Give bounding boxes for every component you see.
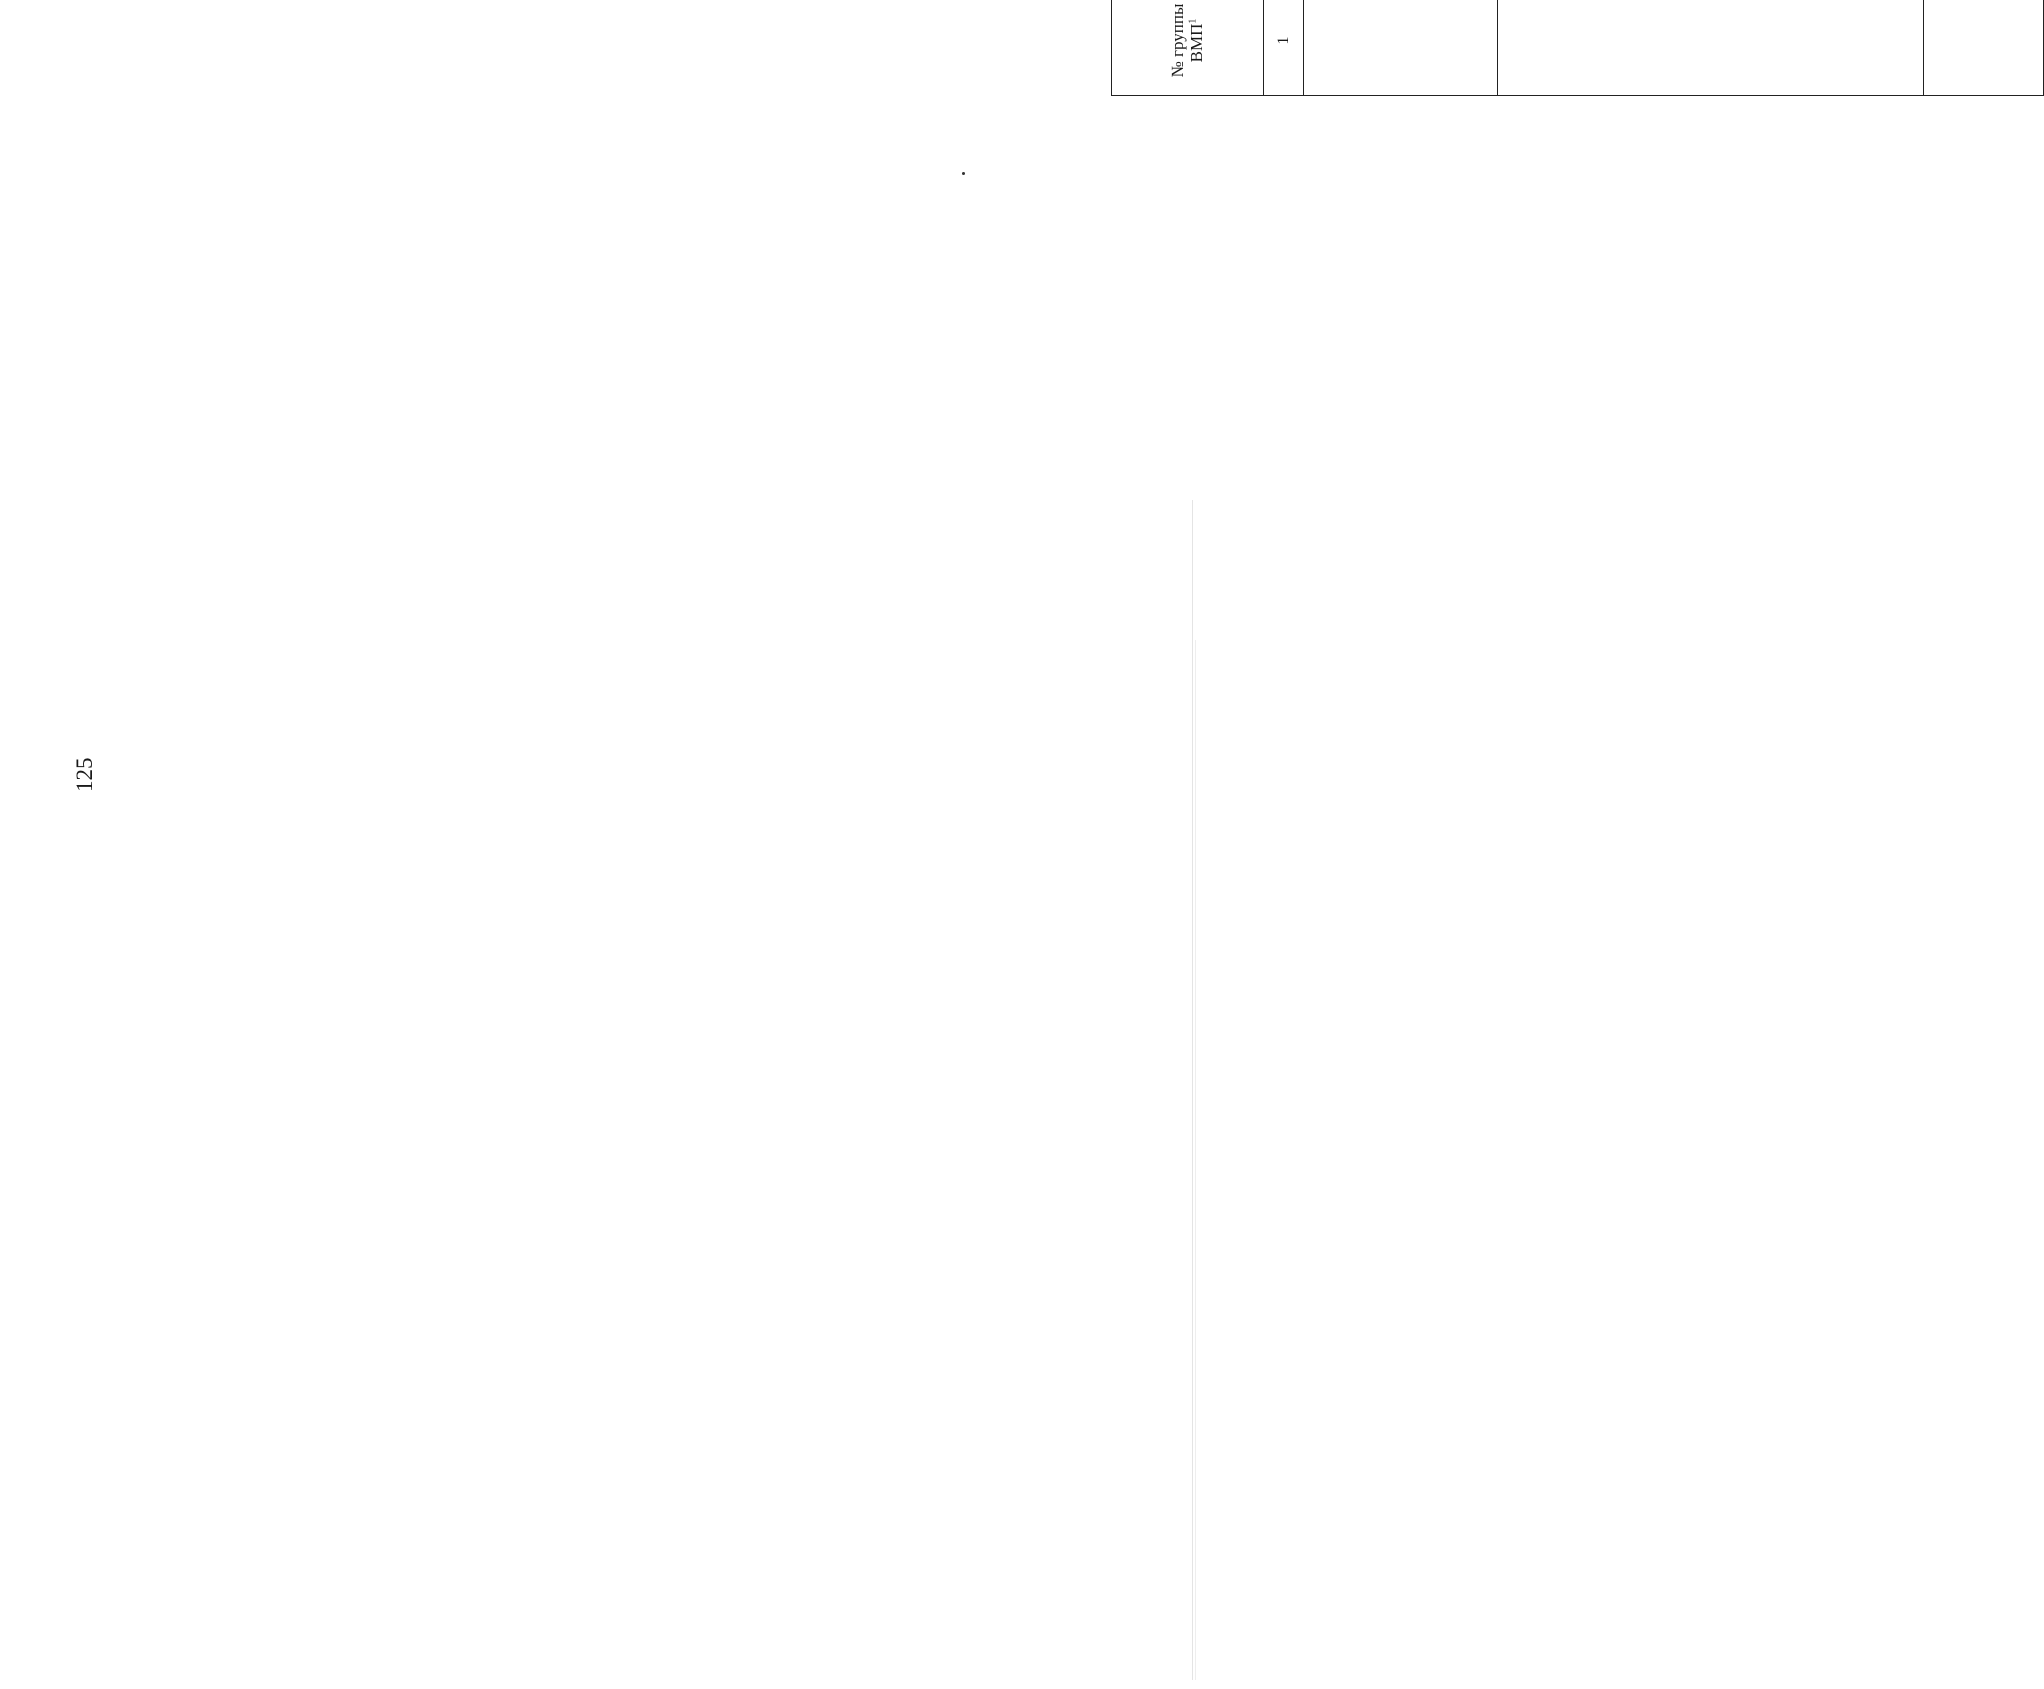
column-number-1: 1 bbox=[1264, 0, 1304, 96]
cell-group bbox=[1304, 0, 1498, 96]
table-row bbox=[1498, 0, 1924, 96]
header-group-number: № группы ВМП$^1$ bbox=[1112, 0, 1264, 96]
table-row bbox=[1924, 0, 2044, 96]
scan-edge-line-secondary bbox=[1195, 640, 1196, 1680]
rotated-table-wrapper bbox=[1111, 0, 2043, 96]
header-row bbox=[1112, 0, 1264, 96]
cell-group bbox=[1498, 0, 1924, 96]
cell-group bbox=[1924, 0, 2044, 96]
column-number-row bbox=[1264, 0, 1304, 96]
page-number: 125 bbox=[72, 757, 97, 792]
vmp-table bbox=[1111, 0, 2044, 96]
table-row bbox=[1304, 0, 1498, 96]
scan-speck bbox=[962, 172, 965, 175]
scan-edge-line bbox=[1192, 500, 1193, 1680]
